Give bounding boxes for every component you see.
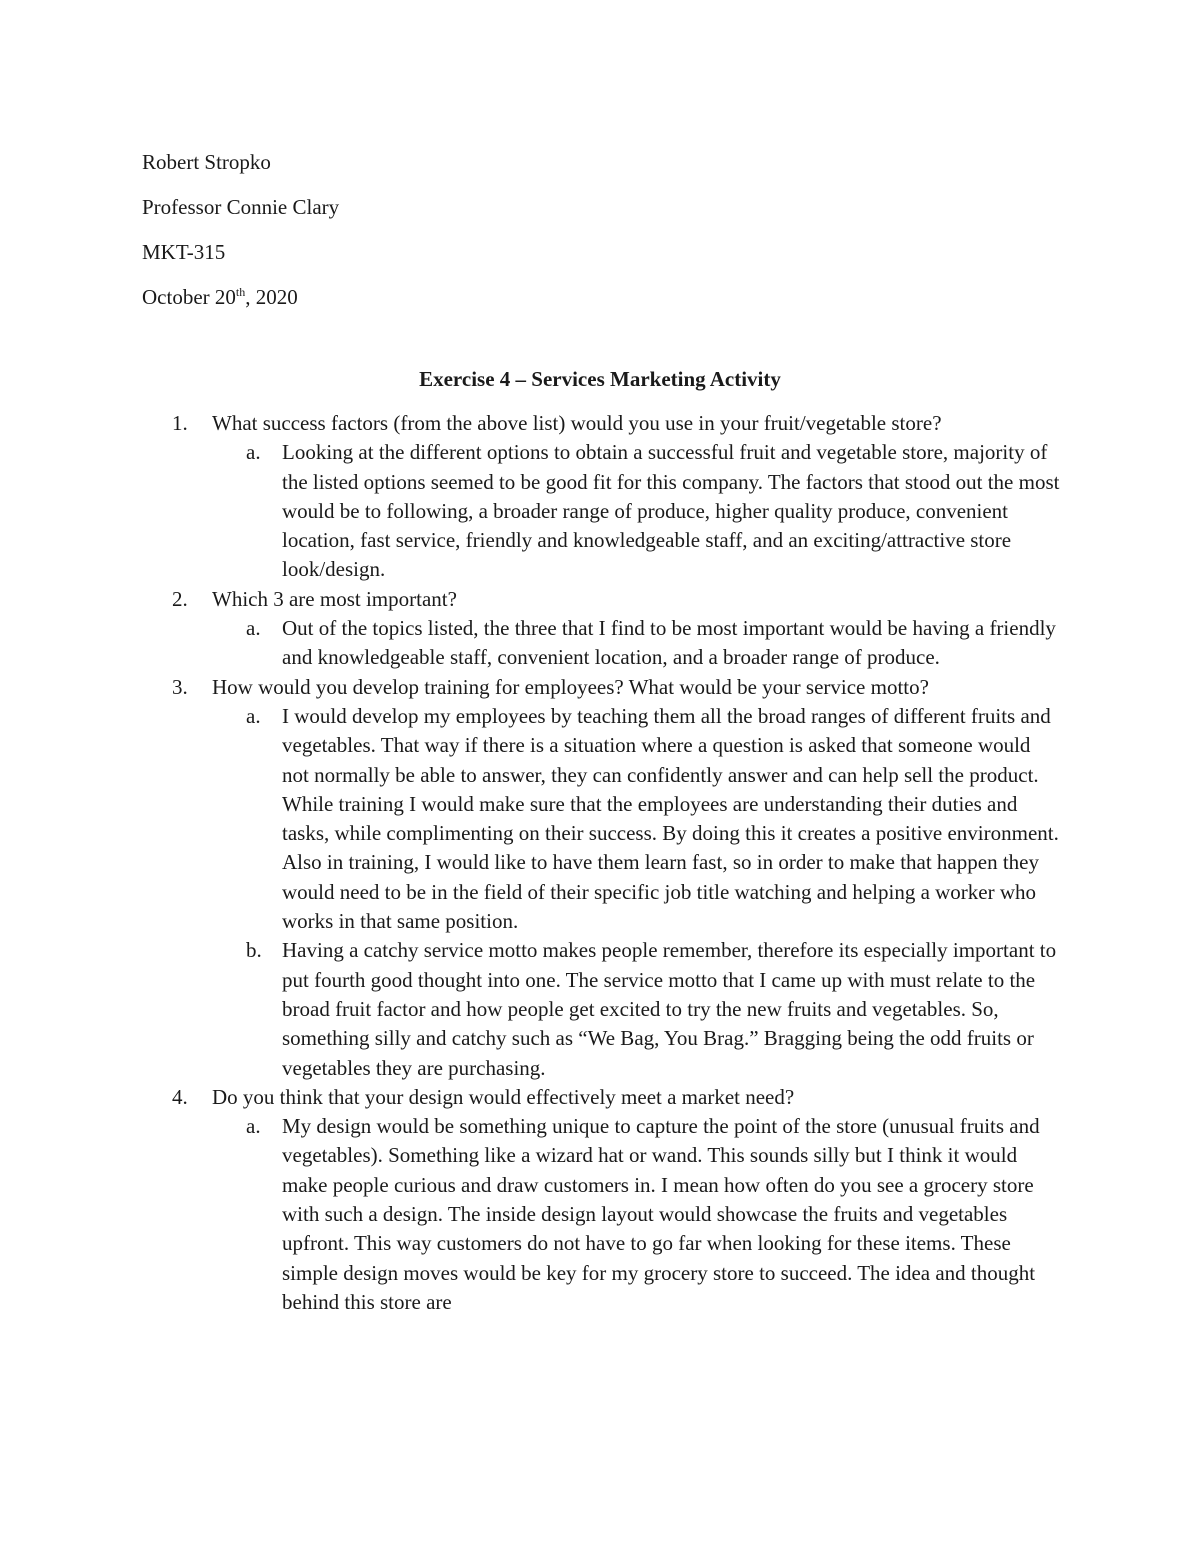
- date-suffix: , 2020: [245, 285, 298, 309]
- question-text: Do you think that your design would effectively meet a market need?: [212, 1084, 795, 1109]
- answer-text: My design would be something unique to capture the point of the store (unusual fruits and vegetables). Something like a wizard hat or wand. This sounds silly but I think it would make people curious and draw customers in. I mean how often do you see a grocery store with such a design. The inside design layout would showcase the fruits and vegetables upfront. This way customers do not have to go far when looking for these items. These simple design moves would be key for my grocery store to succeed. The idea and thought behind this store are: [282, 1114, 1040, 1314]
- answer-item: [172, 936, 1060, 1082]
- answer-letter: a.: [246, 703, 261, 728]
- document-date: [142, 275, 339, 320]
- professor-name: Professor Connie Clary: [142, 195, 340, 219]
- date-prefix: October 20: [142, 285, 236, 309]
- question-number: 3.: [172, 674, 188, 699]
- date-ordinal: th: [235, 285, 246, 299]
- author-name: Robert Stropko: [142, 150, 271, 174]
- question-item: [172, 1083, 1072, 1112]
- answer-text: Out of the topics listed, the three that I find to be most important would be having a friendly and knowledgeable staff, convenient location, and a broader range of produce.: [282, 616, 1056, 670]
- question-text: Which 3 are most important?: [212, 586, 457, 611]
- answer-text: Looking at the different options to obtain a successful fruit and vegetable store, majority of the listed options seemed to be good fit for this company. The factors that stood out the most would be to following, a broader range of produce, higher quality produce, convenient location, fast service, friendly and knowledgeable staff, and an exciting/attractive store look/design.: [282, 440, 1060, 582]
- answer-letter: a.: [246, 616, 261, 641]
- question-item: [172, 673, 1072, 702]
- document-header: [142, 140, 339, 320]
- answer-item: [172, 702, 1060, 936]
- answer-letter: a.: [246, 440, 261, 465]
- question-number: 2.: [172, 586, 188, 611]
- question-number: 1.: [172, 411, 188, 435]
- answer-item: [172, 1112, 1060, 1317]
- course-code: MKT-315: [142, 240, 226, 264]
- question-text: What success factors (from the above list) would you use in your fruit/vegetable store?: [212, 411, 942, 435]
- question-text: How would you develop training for employees? What would be your service motto?: [212, 674, 929, 699]
- answer-letter: b.: [246, 938, 262, 963]
- document-title: Exercise 4 – Services Marketing Activity: [419, 367, 781, 391]
- question-number: 4.: [172, 1084, 188, 1109]
- answer-letter: a.: [246, 1114, 261, 1139]
- answer-text: I would develop my employees by teaching them all the broad ranges of different fruits and vegetables. That way if there is a situation where a question is asked that someone would not normally be able to answer, they can confidently answer and can help sell the product. While training I would make sure that the employees are understanding their duties and tasks, while complimenting on their success. By doing this it creates a positive environment. Also in training, I would like to have them learn fast, so in order to make that happen they would need to be in the field of their specific job title watching and helping a worker who works in that same position.: [282, 703, 1059, 934]
- question-list: [172, 409, 1072, 1317]
- answer-text: Having a catchy service motto makes people remember, therefore its especially important to put fourth good thought into one. The service motto that I came up with must relate to the broad fruit factor and how people get excited to try the new fruits and vegetables. So, something silly and catchy such as “We Bag, You Brag.” Bragging being the odd fruits or vegetables they are purchasing.: [282, 938, 1057, 1080]
- answer-item: [172, 614, 1060, 673]
- question-item: [172, 409, 1072, 438]
- question-item: [172, 585, 1072, 614]
- answer-item: [172, 438, 1060, 584]
